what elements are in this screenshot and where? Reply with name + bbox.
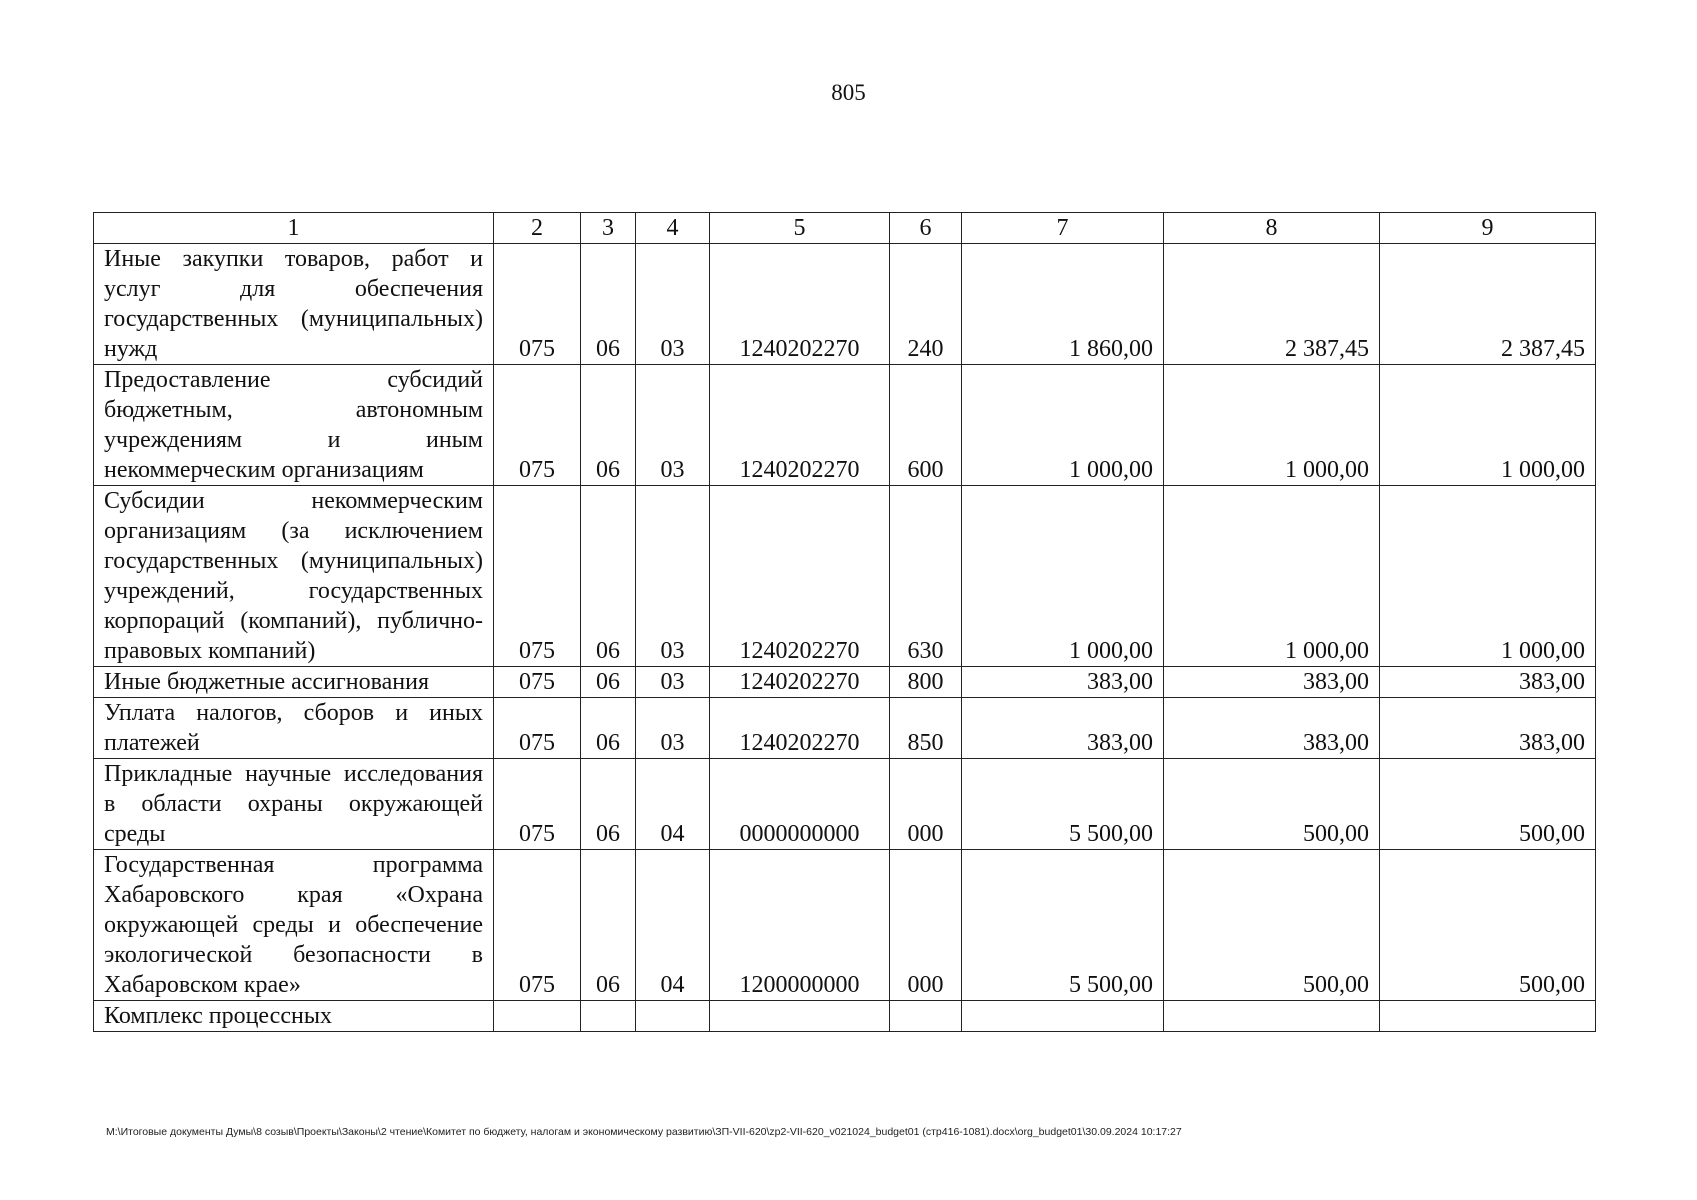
cell-target-article: 1200000000	[710, 850, 890, 1001]
cell-amount: 383,00	[962, 667, 1164, 698]
cell-amount: 5 500,00	[962, 850, 1164, 1001]
cell-amount: 500,00	[1164, 759, 1380, 850]
cell-subsection	[636, 1001, 710, 1032]
cell-expense-type: 850	[890, 698, 962, 759]
cell-target-article: 1240202270	[710, 667, 890, 698]
cell-section	[581, 1001, 636, 1032]
row-name: Уплата налогов, сборов и иных платежей	[94, 698, 494, 759]
cell-expense-type: 000	[890, 850, 962, 1001]
cell-amount	[1164, 1001, 1380, 1032]
cell-subsection: 03	[636, 698, 710, 759]
cell-section: 06	[581, 667, 636, 698]
row-name: Иные закупки товаров, работ и услуг для обеспечения государственных (муниципальных) нужд	[94, 244, 494, 365]
cell-expense-type: 630	[890, 486, 962, 667]
row-name: Предоставление субсидий бюджетным, автономным учреждениям и иным некоммерческим организациям	[94, 365, 494, 486]
cell-expense-type: 000	[890, 759, 962, 850]
cell-ministry: 075	[494, 667, 581, 698]
cell-expense-type	[890, 1001, 962, 1032]
cell-subsection: 04	[636, 759, 710, 850]
cell-target-article	[710, 1001, 890, 1032]
table-row	[94, 486, 1596, 667]
cell-amount: 2 387,45	[1164, 244, 1380, 365]
cell-amount: 1 860,00	[962, 244, 1164, 365]
cell-amount: 500,00	[1380, 850, 1596, 1001]
cell-amount: 383,00	[1380, 667, 1596, 698]
cell-amount: 1 000,00	[1164, 365, 1380, 486]
cell-amount: 1 000,00	[1380, 365, 1596, 486]
cell-section: 06	[581, 486, 636, 667]
cell-subsection: 03	[636, 486, 710, 667]
cell-amount: 383,00	[1380, 698, 1596, 759]
cell-target-article: 1240202270	[710, 486, 890, 667]
table-row	[94, 759, 1596, 850]
row-name: Иные бюджетные ассигнования	[94, 667, 494, 698]
cell-amount	[1380, 1001, 1596, 1032]
cell-section: 06	[581, 365, 636, 486]
cell-amount: 383,00	[1164, 667, 1380, 698]
table-row	[94, 850, 1596, 1001]
column-header: 3	[581, 213, 636, 244]
cell-section: 06	[581, 759, 636, 850]
cell-ministry	[494, 1001, 581, 1032]
cell-subsection: 03	[636, 365, 710, 486]
cell-amount: 5 500,00	[962, 759, 1164, 850]
cell-target-article: 1240202270	[710, 698, 890, 759]
page-number: 805	[831, 80, 866, 105]
column-header: 1	[94, 213, 494, 244]
cell-target-article: 0000000000	[710, 759, 890, 850]
cell-amount: 1 000,00	[962, 365, 1164, 486]
column-header: 5	[710, 213, 890, 244]
column-header: 9	[1380, 213, 1596, 244]
cell-ministry: 075	[494, 850, 581, 1001]
cell-amount: 2 387,45	[1380, 244, 1596, 365]
cell-expense-type: 800	[890, 667, 962, 698]
table-row	[94, 244, 1596, 365]
cell-ministry: 075	[494, 244, 581, 365]
row-name: Субсидии некоммерческим организациям (за исключением государственных (муниципальных) учреждений, государственных корпораций (компаний), публично-правовых компаний)	[94, 486, 494, 667]
cell-amount: 383,00	[1164, 698, 1380, 759]
cell-section: 06	[581, 850, 636, 1001]
cell-amount: 1 000,00	[1380, 486, 1596, 667]
cell-ministry: 075	[494, 759, 581, 850]
column-header: 7	[962, 213, 1164, 244]
cell-expense-type: 600	[890, 365, 962, 486]
cell-target-article: 1240202270	[710, 365, 890, 486]
table-row	[94, 1001, 1596, 1032]
table-header-row	[94, 213, 1596, 244]
table-row	[94, 667, 1596, 698]
cell-amount: 1 000,00	[962, 486, 1164, 667]
cell-subsection: 03	[636, 667, 710, 698]
cell-amount: 1 000,00	[1164, 486, 1380, 667]
table-row	[94, 365, 1596, 486]
cell-ministry: 075	[494, 486, 581, 667]
column-header: 4	[636, 213, 710, 244]
cell-subsection: 04	[636, 850, 710, 1001]
cell-amount	[962, 1001, 1164, 1032]
cell-expense-type: 240	[890, 244, 962, 365]
cell-section: 06	[581, 244, 636, 365]
column-header: 6	[890, 213, 962, 244]
row-name: Комплекс процессных	[94, 1001, 494, 1032]
table-row	[94, 698, 1596, 759]
cell-section: 06	[581, 698, 636, 759]
column-header: 2	[494, 213, 581, 244]
cell-ministry: 075	[494, 365, 581, 486]
footer-file-path: M:\Итоговые документы Думы\8 созыв\Проекты\Законы\2 чтение\Комитет по бюджету, налогам и экономическому развитию\ЗП-VII-620\zp2-VII-620_v021024_budget01 (стр416-1081).docx\org_budget01\30.09.2024 10:17:27	[106, 1126, 1182, 1138]
cell-amount: 500,00	[1164, 850, 1380, 1001]
cell-subsection: 03	[636, 244, 710, 365]
cell-amount: 383,00	[962, 698, 1164, 759]
row-name: Государственная программа Хабаровского края «Охрана окружающей среды и обеспечение экологической безопасности в Хабаровском крае»	[94, 850, 494, 1001]
row-name: Прикладные научные исследования в области охраны окружающей среды	[94, 759, 494, 850]
cell-ministry: 075	[494, 698, 581, 759]
column-header: 8	[1164, 213, 1380, 244]
cell-target-article: 1240202270	[710, 244, 890, 365]
cell-amount: 500,00	[1380, 759, 1596, 850]
budget-table	[93, 212, 1596, 1032]
